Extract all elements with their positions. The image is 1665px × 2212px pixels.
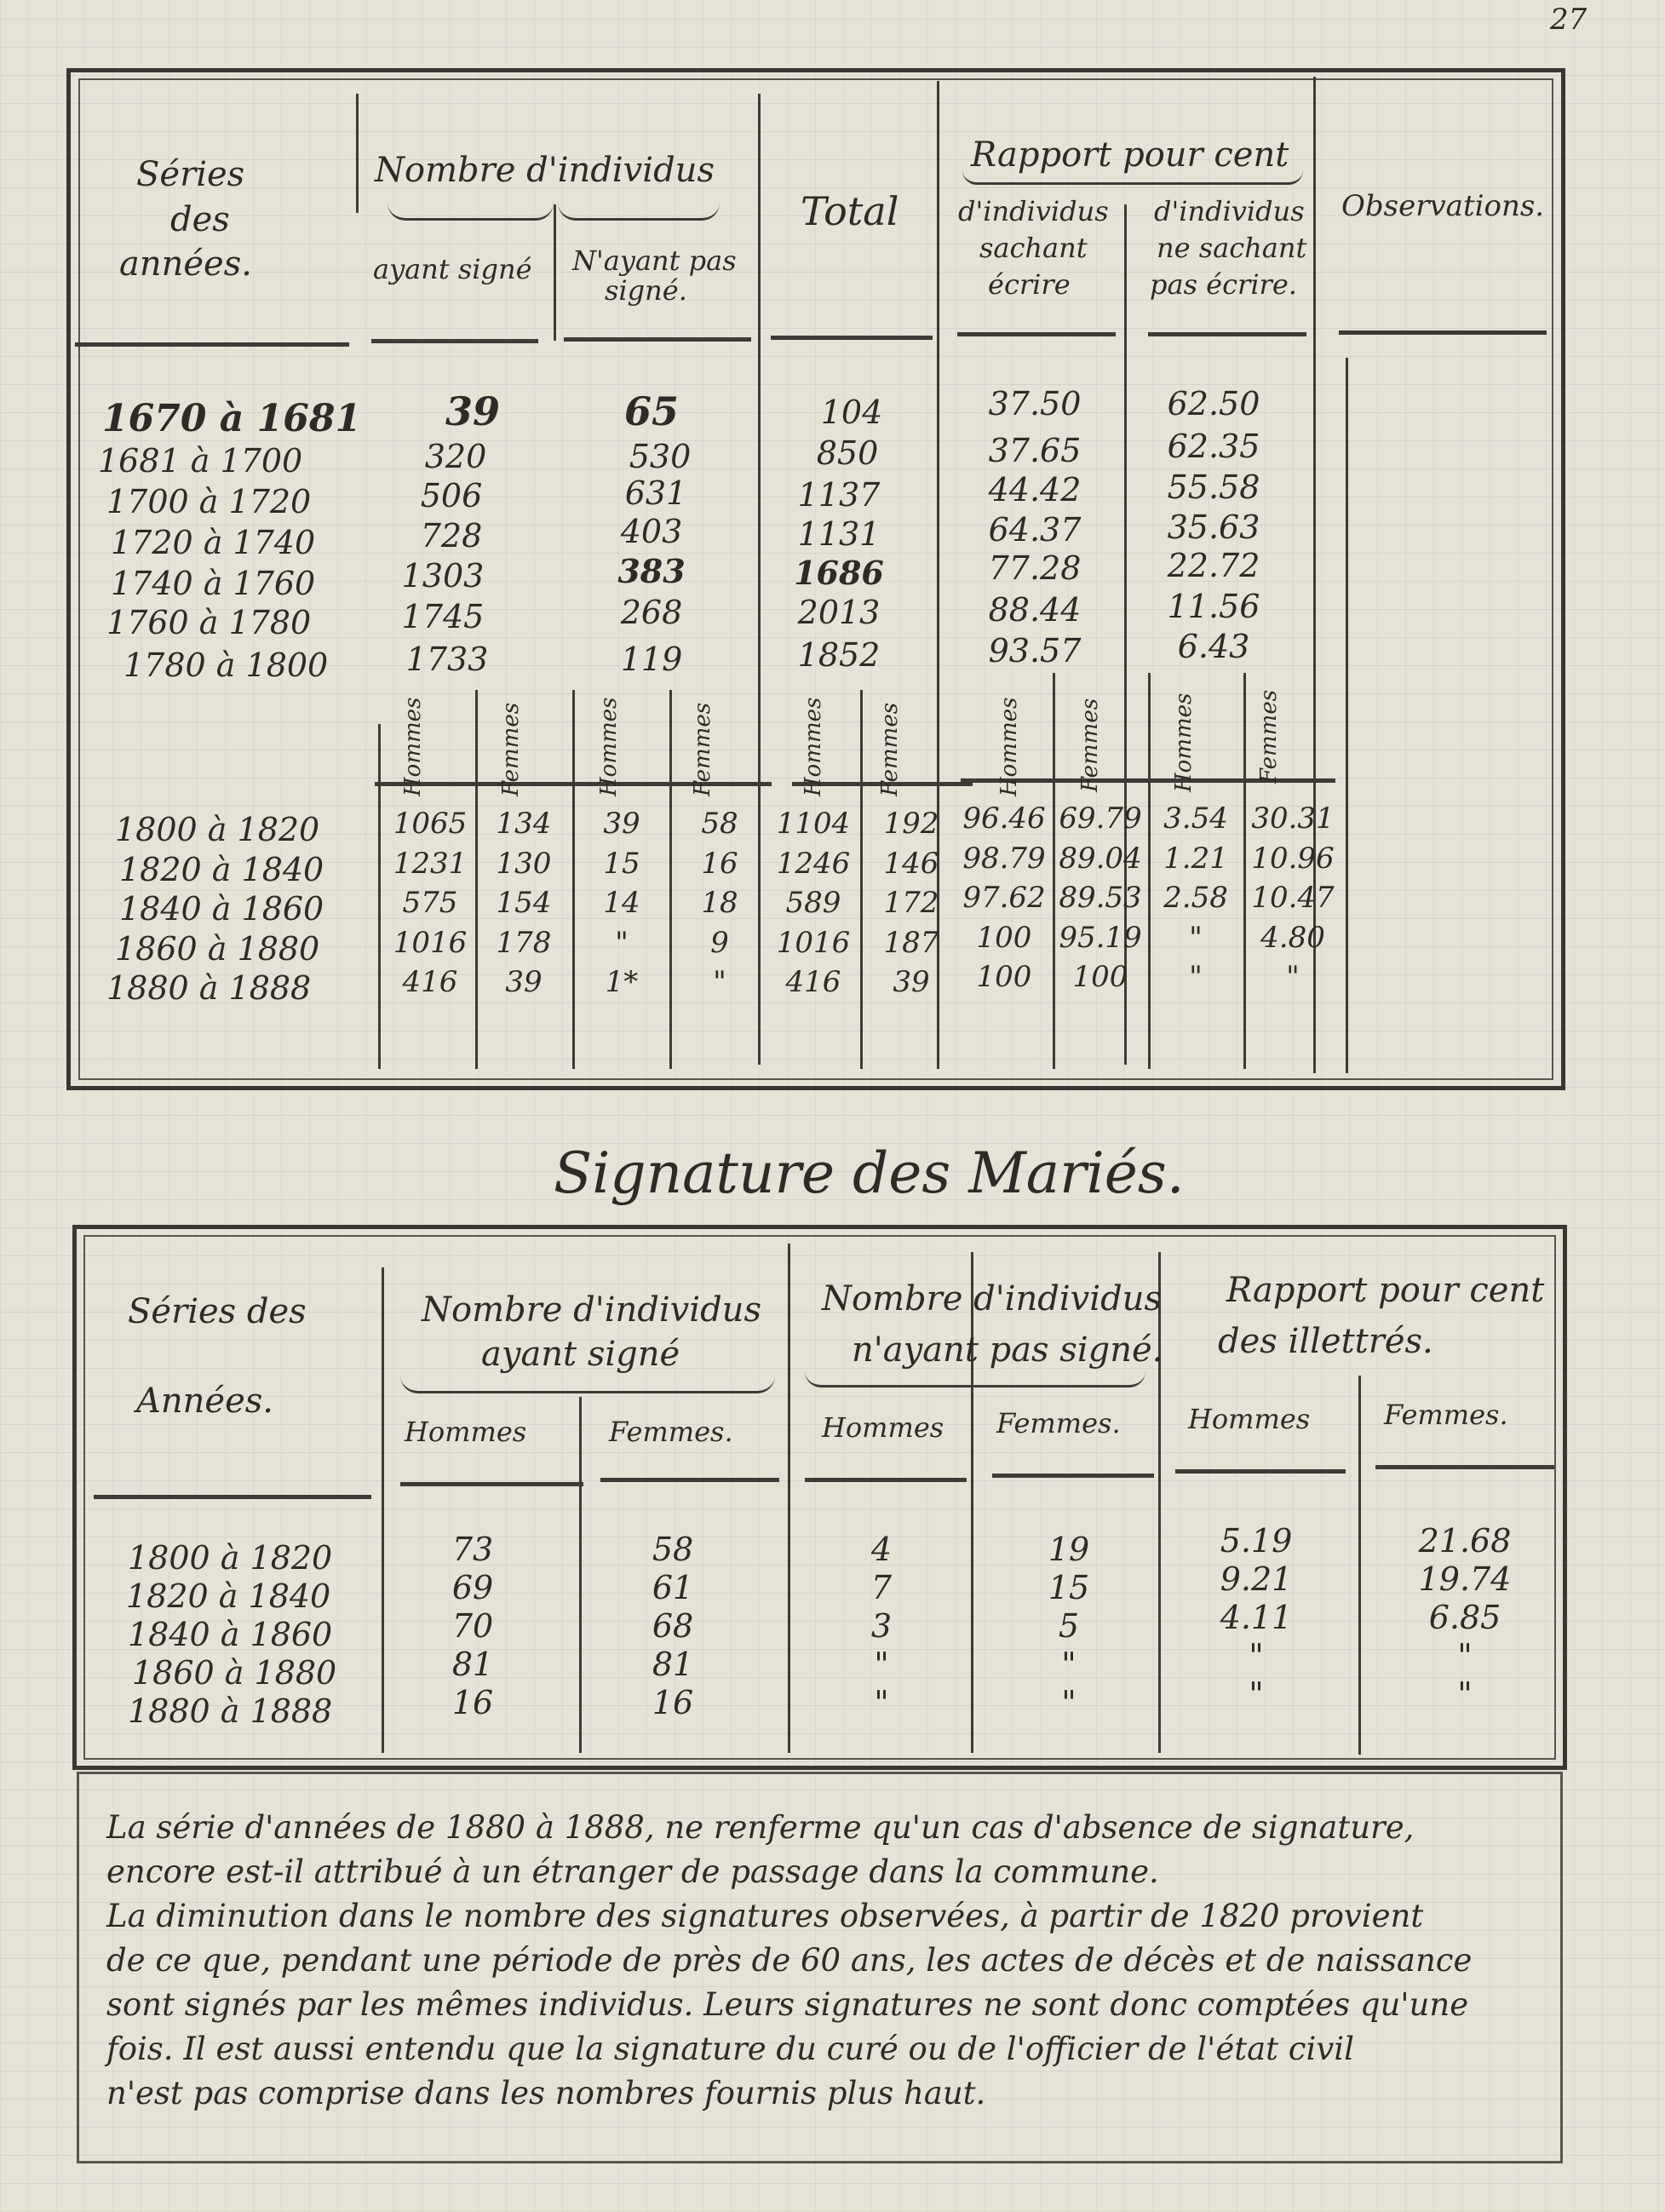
note-line: de ce que, pendant une période de près de 60 ans, les actes de décès et de naissance (106, 1942, 1473, 1979)
note-paragraph (106, 1806, 1554, 2116)
t1-ratio-nowrite-1: d'individus (1154, 195, 1305, 227)
table-cell: 1686 (794, 554, 884, 592)
t1-women-label: Femmes (1077, 698, 1103, 792)
table-cell: 1.21 (1163, 842, 1228, 876)
table-cell: 89.04 (1059, 842, 1142, 876)
table-cell: 631 (624, 474, 687, 512)
table-cell: 416 (785, 965, 841, 999)
table-row-period: 1760 à 1780 (106, 604, 312, 641)
t1-observations-header: Observations. (1341, 189, 1545, 223)
table-cell: 37.65 (988, 432, 1082, 469)
t2-signed-brace (400, 1376, 775, 1393)
note-line: n'est pas comprise dans les nombres fournis plus haut. (106, 2075, 986, 2111)
t2-women-header: Femmes. (609, 1416, 733, 1448)
table-cell: 154 (496, 886, 552, 920)
table-cell: " (1249, 1675, 1264, 1713)
table-cell: " (1457, 1675, 1473, 1713)
table-cell: 4 (870, 1531, 893, 1568)
table-cell: 192 (883, 807, 939, 841)
table-cell: 16 (652, 1684, 694, 1721)
table-cell: 15 (603, 847, 640, 881)
table-cell: 1733 (405, 641, 489, 678)
table-cell: 19 (1048, 1531, 1090, 1568)
table-row-period: 1880 à 1888 (128, 1692, 333, 1730)
table-cell: 88.44 (988, 591, 1082, 629)
t2-men-header: Hommes (405, 1416, 527, 1448)
table-cell: 95.19 (1059, 921, 1142, 955)
t1-men-label: Hommes (1171, 692, 1197, 792)
note-line: fois. Il est aussi entendu que la signature du curé ou de l'officier de l'état civil (106, 2031, 1354, 2067)
table-cell: 39 (893, 965, 930, 999)
table-cell: 58 (652, 1531, 694, 1568)
table-cell: 1246 (776, 847, 851, 881)
t1-signed-header: ayant signé (373, 253, 532, 285)
table-cell: 58 (701, 807, 738, 841)
table-row-period: 1860 à 1880 (115, 930, 320, 968)
table-cell: " (1061, 1646, 1077, 1683)
table-cell: 96.46 (962, 801, 1046, 836)
table-cell: 1745 (401, 598, 485, 635)
table-row-period: 1860 à 1880 (132, 1654, 337, 1692)
table-row-period: 1880 à 1888 (106, 969, 312, 1007)
table-cell: 39 (445, 388, 500, 434)
table-row-period: 1800 à 1820 (115, 811, 320, 848)
table-row-period: 1740 à 1760 (111, 565, 316, 602)
t2-signed-header-2: ayant signé (481, 1335, 680, 1374)
table-cell: 77.28 (988, 549, 1082, 587)
table-row-period: 1820 à 1840 (119, 851, 324, 888)
t1-women-label: Femmes (690, 702, 715, 796)
t1-not-signed-header-1: N'ayant pas (572, 244, 737, 277)
table-cell: " (1457, 1637, 1473, 1675)
table-cell: 1231 (393, 847, 468, 881)
table-cell: 403 (620, 513, 683, 550)
t2-women-header: Femmes. (1384, 1399, 1508, 1431)
table-cell: 130 (496, 847, 552, 881)
table-cell: 178 (496, 926, 552, 960)
table-cell: 1303 (401, 557, 485, 595)
table-cell: 146 (883, 847, 939, 881)
table-cell: 89.53 (1059, 881, 1142, 915)
table-cell: 530 (629, 438, 692, 475)
table-cell: 4.80 (1260, 921, 1325, 955)
table-cell: 9 (710, 926, 729, 960)
table-cell: 119 (620, 641, 683, 678)
t1-men-label: Hommes (801, 697, 826, 796)
table-row-period: 1780 à 1800 (123, 646, 329, 684)
table-cell: " (1061, 1684, 1077, 1721)
table-cell: 65 (623, 388, 679, 434)
table-cell: 81 (451, 1646, 494, 1683)
t1-ratio-brace (962, 170, 1303, 185)
note-line: La diminution dans le nombre des signatures observées, à partir de 1820 provient (106, 1898, 1424, 1934)
table-cell: 14 (603, 886, 640, 920)
table-row-period: 1681 à 1700 (98, 442, 303, 480)
table-cell: 6.43 (1177, 628, 1250, 665)
table-cell: 383 (617, 552, 686, 590)
table-cell: 73 (451, 1531, 494, 1568)
table-row-period: 1800 à 1820 (128, 1539, 333, 1577)
table-cell: 172 (883, 886, 939, 920)
table-cell: 1131 (797, 515, 881, 553)
table-cell: 268 (620, 594, 683, 631)
table-cell: " (874, 1684, 889, 1721)
section-title: Signature des Mariés. (554, 1140, 1185, 1206)
table-cell: 1016 (776, 926, 851, 960)
table-cell: 2.58 (1163, 881, 1228, 915)
table-cell: 39 (603, 807, 640, 841)
table-cell: 728 (420, 517, 483, 554)
table-cell: 98.79 (962, 842, 1046, 876)
t1-series-header-1: Séries (136, 155, 245, 194)
table-cell: 416 (402, 965, 458, 999)
t1-brace-left (388, 203, 554, 221)
table-cell: 16 (451, 1684, 494, 1721)
table-cell: 1137 (797, 476, 881, 514)
table-cell: 100 (1072, 960, 1128, 994)
t1-men-label: Hommes (996, 697, 1022, 796)
table-cell: 61 (652, 1569, 694, 1606)
t2-men-header: Hommes (1188, 1403, 1311, 1435)
table-cell: 97.62 (962, 881, 1046, 915)
table-cell: 100 (976, 960, 1032, 994)
t1-ratio-write-2: sachant (979, 232, 1088, 264)
t1-ratio-write-3: écrire (988, 268, 1071, 301)
table-cell: 1016 (393, 926, 468, 960)
table-cell: 10.47 (1251, 881, 1335, 915)
note-line: sont signés par les mêmes individus. Leurs signatures ne sont donc comptées qu'une (106, 1986, 1469, 2023)
table-row-period: 1700 à 1720 (106, 483, 312, 520)
table-cell: 104 (820, 394, 883, 431)
table-cell: 3 (870, 1607, 893, 1645)
t2-not-signed-header-1: Nombre d'individus (822, 1279, 1162, 1319)
table-cell: 64.37 (988, 511, 1082, 549)
table-cell: 81 (652, 1646, 694, 1683)
table-cell: 55.58 (1167, 468, 1260, 506)
t2-men-header: Hommes (822, 1411, 944, 1444)
t1-series-header-2: des (170, 200, 230, 239)
table-cell: 575 (402, 886, 458, 920)
t1-individuals-header: Nombre d'individus (375, 151, 715, 190)
table-cell: 16 (701, 847, 738, 881)
table-cell: 62.35 (1167, 428, 1260, 465)
note-line: encore est-il attribué à un étranger de passage dans la commune. (106, 1853, 1159, 1890)
table-cell: 850 (816, 434, 879, 472)
table-cell: 5 (1058, 1607, 1080, 1645)
t1-ratio-write-1: d'individus (958, 195, 1109, 227)
table-cell: 22.72 (1167, 547, 1260, 584)
table-cell: 37.50 (988, 385, 1082, 422)
table-cell: " (1189, 960, 1203, 994)
table-cell: 6.85 (1428, 1599, 1501, 1636)
table-cell: " (1286, 960, 1300, 994)
table-cell: " (713, 965, 726, 999)
t2-ratio-header-1: Rapport pour cent (1226, 1271, 1545, 1310)
table-cell: 44.42 (988, 471, 1082, 508)
table-cell: 39 (505, 965, 543, 999)
t1-men-label: Hommes (596, 697, 622, 796)
table-cell: 589 (785, 886, 841, 920)
t1-women-label: Femmes (1256, 689, 1282, 784)
t1-women-label: Femmes (877, 702, 903, 796)
table-cell: 187 (883, 926, 939, 960)
table-row-period: 1670 à 1681 (102, 397, 362, 440)
t1-ratio-nowrite-3: pas écrire. (1150, 268, 1297, 301)
table-row-period: 1840 à 1860 (128, 1616, 333, 1653)
table-cell: 15 (1048, 1569, 1090, 1606)
table-cell: 70 (451, 1607, 494, 1645)
t2-signed-header-1: Nombre d'individus (422, 1290, 761, 1330)
t1-women-label: Femmes (498, 702, 524, 796)
table-cell: " (615, 926, 629, 960)
t2-not-signed-brace (805, 1371, 1145, 1388)
table-cell: 11.56 (1167, 588, 1260, 625)
t2-not-signed-header-2: n'ayant pas signé. (852, 1330, 1163, 1370)
table-cell: 35.63 (1167, 508, 1260, 546)
table-cell: 5.19 (1220, 1522, 1293, 1560)
t2-series-header: Séries des (128, 1292, 307, 1331)
table-cell: 93.57 (988, 632, 1082, 669)
table-row-period: 1720 à 1740 (111, 524, 316, 561)
table-row-period: 1840 à 1860 (119, 890, 324, 928)
table-cell: 3.54 (1163, 801, 1228, 836)
table-cell: 69 (451, 1569, 494, 1606)
t1-ratio-header: Rapport pour cent (971, 135, 1289, 175)
page-number: 27 (1550, 3, 1587, 37)
table-cell: 1104 (776, 807, 851, 841)
table-cell: 18 (701, 886, 738, 920)
table-cell: 506 (420, 477, 483, 514)
t1-men-label: Hommes (400, 697, 426, 796)
table-cell: 4.11 (1220, 1599, 1293, 1636)
t1-total-header: Total (801, 188, 899, 234)
table-cell: " (1249, 1637, 1264, 1675)
table-cell: " (1189, 921, 1203, 955)
table-cell: 1852 (797, 636, 881, 674)
t2-women-header: Femmes. (996, 1407, 1121, 1439)
table-cell: 100 (976, 921, 1032, 955)
t2-years-header: Années. (136, 1382, 273, 1421)
table-cell: 2013 (797, 594, 881, 631)
table-cell: 1065 (393, 807, 468, 841)
table-cell: 62.50 (1167, 385, 1260, 422)
t1-series-header-3: années. (119, 244, 252, 284)
t1-ratio-nowrite-2: ne sachant (1157, 232, 1307, 264)
table-cell: 320 (424, 438, 487, 475)
table-cell: 69.79 (1059, 801, 1142, 836)
table-cell: 68 (652, 1607, 694, 1645)
table-cell: " (874, 1646, 889, 1683)
table-cell: 19.74 (1418, 1560, 1512, 1598)
table-row-period: 1820 à 1840 (126, 1577, 331, 1615)
t1-not-signed-header-2: signé. (605, 274, 687, 307)
table-cell: 9.21 (1220, 1560, 1293, 1598)
table-cell: 21.68 (1418, 1522, 1512, 1560)
t1-brace-right (558, 203, 720, 221)
note-line: La série d'années de 1880 à 1888, ne renferme qu'un cas d'absence de signature, (106, 1809, 1415, 1846)
table-cell: 30.31 (1251, 801, 1335, 836)
table-cell: 134 (496, 807, 552, 841)
table-cell: 1* (605, 965, 639, 999)
t2-ratio-header-2: des illettrés. (1218, 1322, 1433, 1361)
table-cell: 10.96 (1251, 842, 1335, 876)
table-cell: 7 (870, 1569, 893, 1606)
